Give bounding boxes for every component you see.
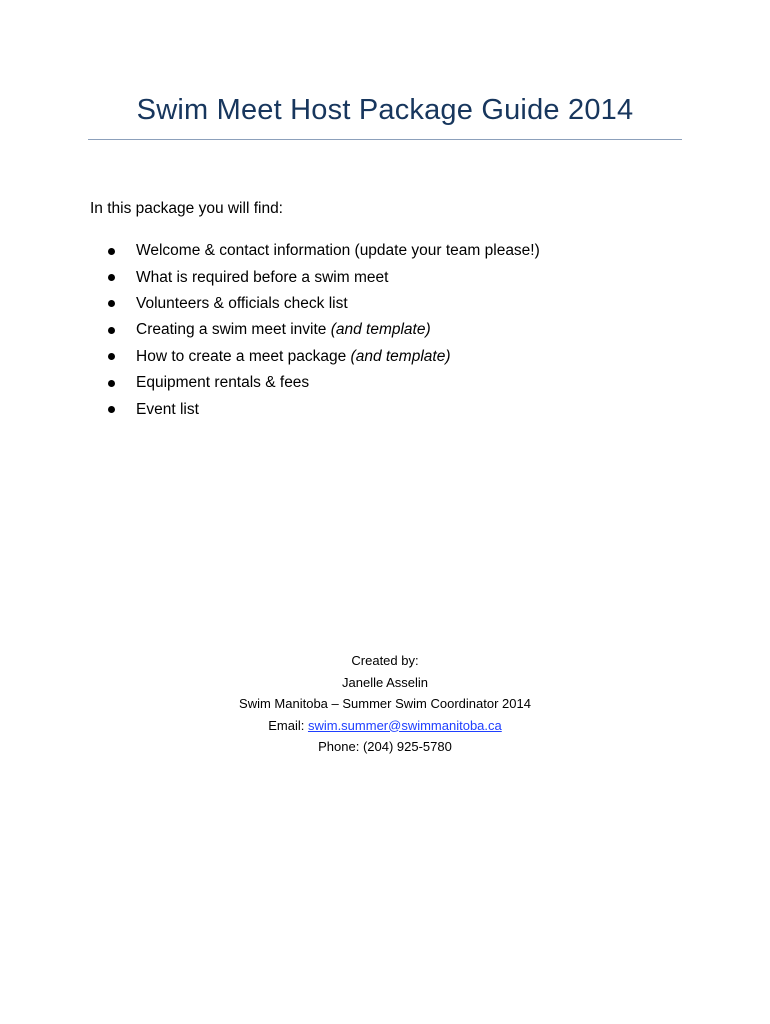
list-item-text: Volunteers & officials check list bbox=[136, 294, 348, 312]
contents-list bbox=[108, 238, 540, 423]
created-by-label: Created by: bbox=[351, 653, 419, 668]
phone-line: Phone: (204) 925-5780 bbox=[318, 739, 452, 754]
bullet-icon bbox=[108, 353, 115, 360]
bullet-icon bbox=[108, 274, 115, 281]
list-item bbox=[108, 370, 540, 396]
intro-text: In this package you will find: bbox=[90, 200, 283, 217]
list-item-text: Welcome & contact information (update your team please!) bbox=[136, 242, 540, 260]
bullet-icon bbox=[108, 380, 115, 387]
bullet-icon bbox=[108, 406, 115, 413]
bullet-icon bbox=[108, 327, 115, 334]
author-name: Janelle Asselin bbox=[342, 674, 428, 690]
document-title: Swim Meet Host Package Guide 2014 bbox=[136, 94, 634, 126]
title-divider bbox=[88, 139, 682, 140]
bullet-icon bbox=[108, 248, 115, 255]
list-item bbox=[108, 317, 540, 343]
list-item-note: (and template) bbox=[330, 321, 431, 339]
list-item-text: Creating a swim meet invite bbox=[136, 321, 331, 339]
list-item bbox=[108, 396, 540, 422]
email-link[interactable]: swim.summer@swimmanitoba.ca bbox=[307, 717, 502, 733]
email-line bbox=[88, 715, 682, 737]
list-item bbox=[108, 264, 540, 290]
list-item-text: Equipment rentals & fees bbox=[136, 374, 310, 392]
author-role: Swim Manitoba – Summer Swim Coordinator 2014 bbox=[239, 696, 531, 711]
list-item bbox=[108, 238, 540, 264]
list-item-note: (and template) bbox=[350, 347, 451, 365]
credits-block bbox=[88, 650, 682, 758]
list-item-text: What is required before a swim meet bbox=[136, 268, 389, 286]
list-item bbox=[108, 344, 540, 370]
list-item-text: How to create a meet package bbox=[136, 347, 351, 365]
bullet-icon bbox=[108, 300, 115, 307]
list-item-text: Event list bbox=[136, 400, 199, 418]
list-item bbox=[108, 291, 540, 317]
email-label: Email: bbox=[268, 717, 308, 733]
